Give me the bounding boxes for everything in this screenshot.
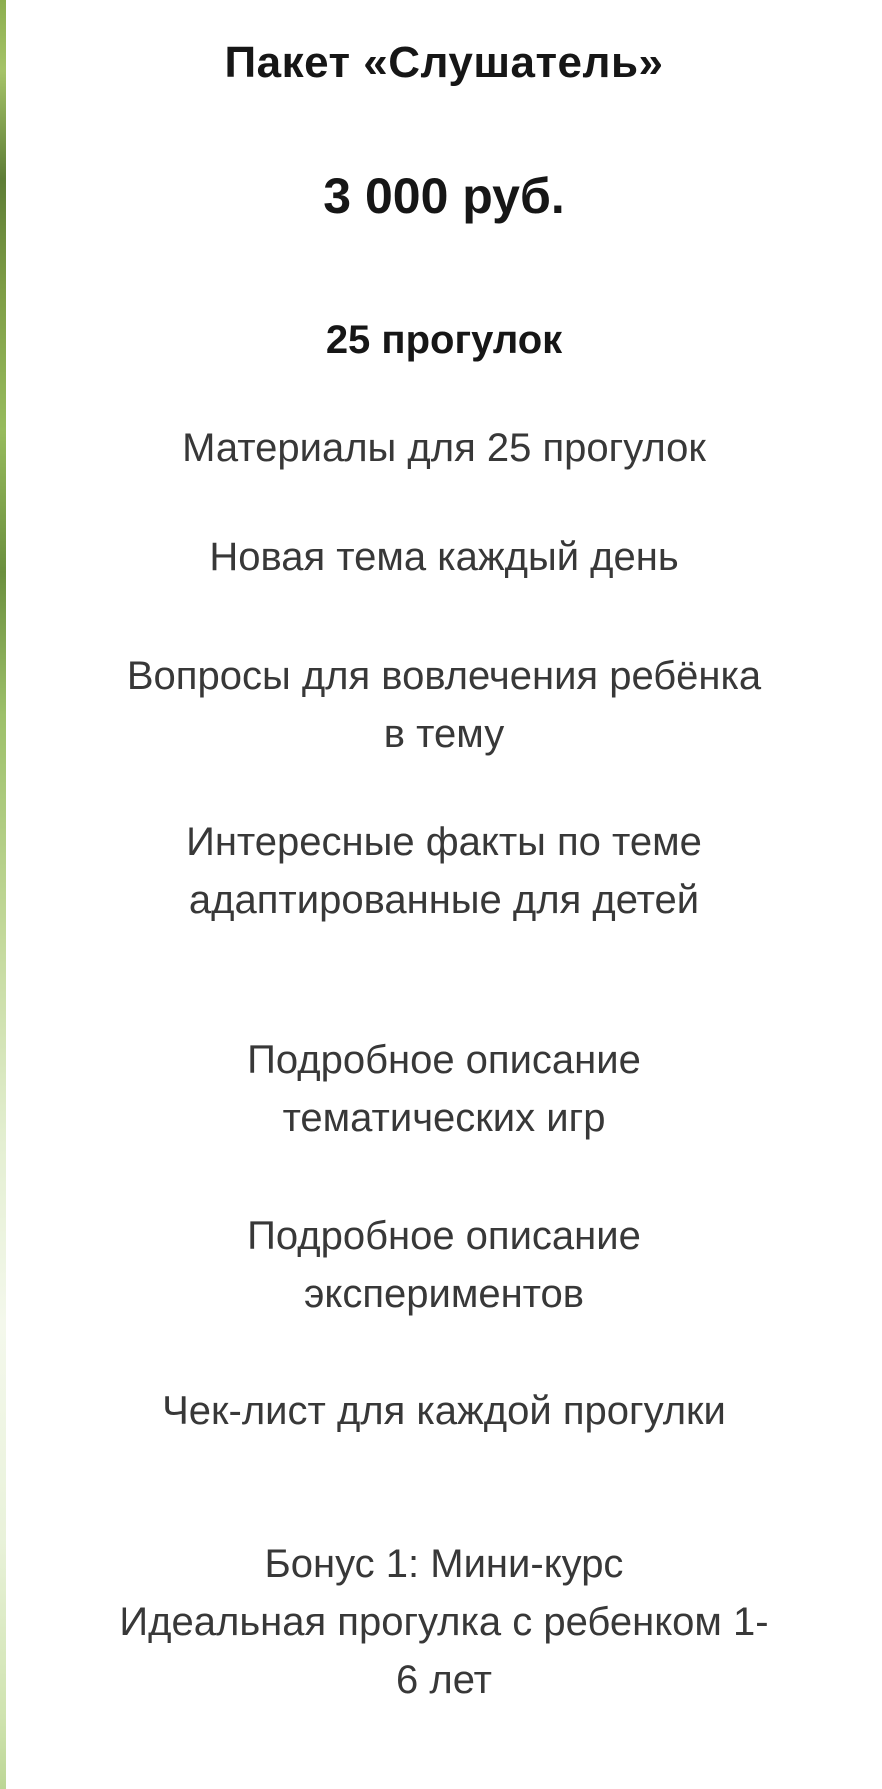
package-title: Пакет «Слушатель» xyxy=(224,38,664,87)
feature-item xyxy=(6,1031,882,1147)
feature-line: 6 лет xyxy=(396,1658,492,1702)
feature-list xyxy=(6,419,882,1709)
package-card-content xyxy=(6,0,882,1709)
feature-item xyxy=(6,1382,882,1440)
feature-item xyxy=(6,419,882,477)
feature-item xyxy=(6,1535,882,1709)
feature-line: в тему xyxy=(383,712,505,756)
feature-line: Идеальная прогулка с ребенком 1- xyxy=(119,1600,769,1644)
walks-count: 25 прогулок xyxy=(325,318,563,362)
feature-line: Материалы для 25 прогулок xyxy=(182,426,706,470)
feature-line: Чек-лист для каждой прогулки xyxy=(162,1389,726,1433)
feature-line: Подробное описание xyxy=(247,1214,641,1258)
feature-item xyxy=(6,647,882,763)
feature-line: экспериментов xyxy=(303,1272,585,1316)
feature-line: Вопросы для вовлечения ребёнка xyxy=(126,654,762,698)
feature-line: Интересные факты по теме xyxy=(186,820,702,864)
feature-line: Бонус 1: Мини-курс xyxy=(264,1542,624,1586)
feature-line: тематических игр xyxy=(282,1096,606,1140)
feature-line: Новая тема каждый день xyxy=(209,535,679,579)
feature-line: Подробное описание xyxy=(247,1038,641,1082)
feature-item xyxy=(6,813,882,929)
feature-line: адаптированные для детей xyxy=(188,878,700,922)
package-price: 3 000 руб. xyxy=(323,168,565,224)
feature-item xyxy=(6,1207,882,1323)
feature-item xyxy=(6,528,882,586)
